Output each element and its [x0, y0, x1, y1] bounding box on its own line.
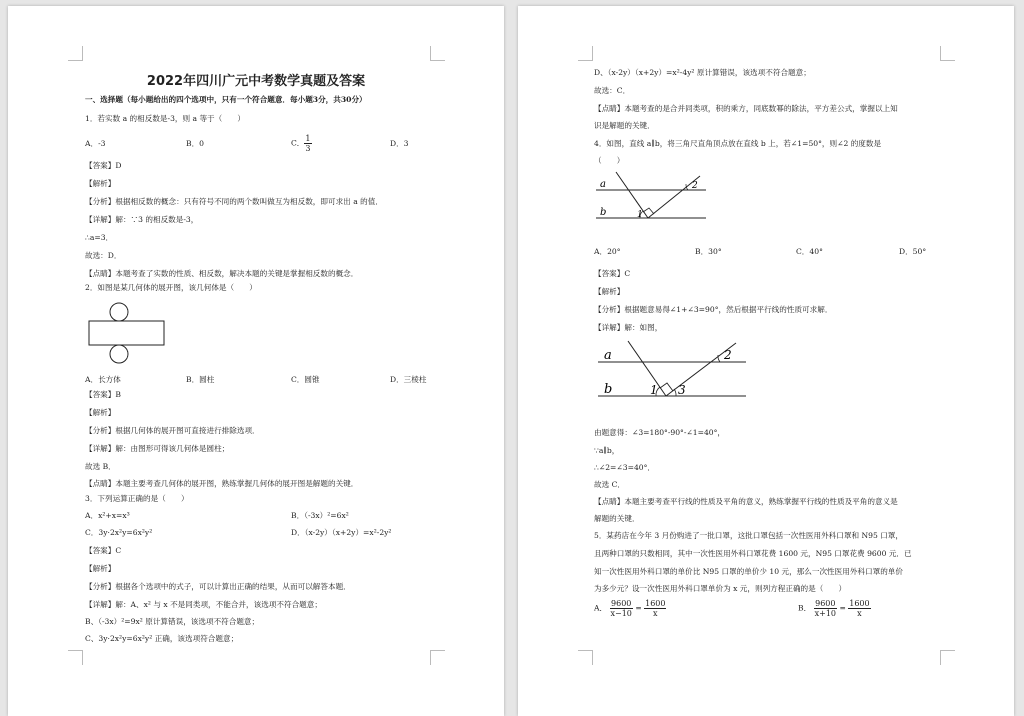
solution-line: 【点睛】本题考查了实数的性质、相反数，解决本题的关键是掌握相反数的概念． [85, 269, 359, 278]
solution-line: 故选 C． [594, 480, 626, 489]
option-b: B．圆柱 [186, 375, 215, 384]
document-page-left [8, 6, 504, 716]
option-c: C． $\frac{1}{3}$ [291, 134, 311, 153]
question-3-stem: 3．下列运算正确的是（ ） [85, 494, 189, 503]
option-c: C．3y·2x²y=6x²y² [85, 528, 153, 537]
solution-line: 【分析】根据各个选项中的式子，可以计算出正确的结果，从而可以解答本题． [85, 582, 351, 591]
solution-line: ∵a∥b， [594, 446, 620, 455]
solution-line: 故选：D． [85, 251, 122, 260]
section-heading: 一、选择题（每小题给出的四个选项中，只有一个符合题意．每小题3分，共30分） [85, 95, 367, 104]
option-b: B．30° [695, 247, 722, 256]
solution-line: 识是解题的关键． [594, 121, 655, 130]
solution-line: 【答案】C [594, 269, 631, 278]
solution-line: 【分析】根据相反数的概念：只有符号不同的两个数叫做互为相反数，即可求出 a 的值． [85, 197, 383, 206]
crop-mark [940, 46, 955, 61]
crop-mark [578, 650, 593, 665]
option-a: A．-3 [85, 139, 106, 148]
option-d: D．3 [390, 139, 409, 148]
crop-mark [430, 46, 445, 61]
option-b: B．（-3x）²=6x² [291, 511, 349, 520]
solution-line: B、（-3x）²=9x² 原计算错误，该选项不符合题意； [85, 617, 260, 626]
solution-line: 由题意得：∠3=180°-90°-∠1=40°， [594, 428, 726, 437]
angle-3-label: 3 [678, 383, 686, 397]
solution-line: C、3y·2x²y=6x²y² 正确，该选项符合题意； [85, 634, 239, 643]
solution-line: 【点睛】本题主要考查几何体的展开图，熟练掌握几何体的展开图是解题的关键． [85, 479, 359, 488]
solution-line: 【答案】C [85, 546, 122, 555]
question-2-stem: 2．如图是某几何体的展开图，该几何体是（ ） [85, 283, 257, 292]
option-d: D．50° [899, 247, 927, 256]
document-title: 2022年四川广元中考数学真题及答案 [146, 74, 366, 89]
question-5-stem: 5．某药店在今年 3 月份购进了一批口罩，这批口罩包括一次性医用外科口罩和 N95 口罩， [594, 531, 903, 540]
solution-line: 【分析】根据题意易得∠1+∠3=90°，然后根据平行线的性质可求解． [594, 305, 833, 314]
solution-line: D、（x-2y）（x+2y）=x²-4y² 原计算错误，该选项不符合题意； [594, 68, 811, 77]
solution-line: 【分析】根据几何体的展开图可直接进行排除选项． [85, 426, 260, 435]
angle-1-label: 1 [650, 383, 658, 397]
crop-mark [430, 650, 445, 665]
solution-line: 【解析】 [594, 287, 625, 296]
fraction: $\frac{9600}{x-10}$ [610, 599, 632, 618]
solution-line: 【详解】解：A、x² 与 x 不是同类项，不能合并，该选项不符合题意； [85, 600, 322, 609]
crop-mark [578, 46, 593, 61]
angle-2-label: 2 [724, 348, 732, 362]
solution-line: 故选：C． [594, 86, 631, 95]
option-c: C．圆锥 [291, 375, 320, 384]
crop-mark [940, 650, 955, 665]
option-b: B．0 [186, 139, 205, 148]
option-a: A．x²+x=x³ [85, 511, 130, 520]
solution-line: 【解析】 [85, 564, 116, 573]
solution-line: 【详解】解：如图， [594, 323, 663, 332]
parallel-lines-figure-small [596, 170, 708, 226]
solution-line: 【答案】B [85, 390, 121, 399]
solution-line: 【解析】 [85, 408, 116, 417]
document-page-right [518, 6, 1014, 716]
option-a: A．长方体 [85, 375, 121, 384]
solution-line: ∴a=3． [85, 233, 114, 242]
solution-line: 【答案】D [85, 161, 122, 170]
option-a: A．20° [594, 247, 621, 256]
question-1-stem: 1．若实数 a 的相反数是-3，则 a 等于（ ） [85, 114, 246, 123]
question-5-stem: 知一次性医用外科口罩的单价比 N95 口罩的单价少 10 元，那么一次性医用外科口罩的单价 [594, 567, 903, 576]
question-4-paren: （ ） [594, 156, 625, 165]
fraction: $\frac{1600}{x}$ [645, 599, 666, 618]
option-b: B． $\frac{9600}{x+10}$ = $\frac{1600}{x}$ [798, 599, 870, 618]
cylinder-net-figure [86, 302, 168, 364]
option-c: C．40° [796, 247, 823, 256]
solution-line: 【解析】 [85, 179, 116, 188]
solution-line: 【详解】解：由图形可得该几何体是圆柱； [85, 444, 230, 453]
fraction: $\frac{1}{3}$ [305, 134, 311, 153]
line-a-label: a [600, 179, 606, 190]
option-d: D．（x-2y）（x+2y）=x²-2y² [291, 528, 392, 537]
angle-1-label: 1 [637, 210, 643, 220]
fraction: $\frac{9600}{x+10}$ [814, 599, 837, 618]
question-4-stem: 4．如图，直线 a∥b，将三角尺直角顶点放在直线 b 上，若∠1=50°，则∠2 的度数是 [594, 139, 882, 148]
line-b-label: b [600, 207, 607, 218]
solution-line: 故选 B． [85, 462, 116, 471]
solution-line: ∴∠2=∠3=40°． [594, 463, 655, 472]
option-a: A． $\frac{9600}{x-10}$ = $\frac{1600}{x}$ [594, 599, 666, 618]
solution-line: 解题的关键． [594, 514, 640, 523]
question-5-stem: 且两种口罩的只数相同，其中一次性医用外科口罩花费 1600 元，N95 口罩花费 9600 元．已 [594, 549, 912, 558]
line-a-label: a [604, 348, 612, 363]
parallel-lines-figure-large [598, 339, 748, 401]
question-5-stem: 为多少元？设一次性医用外科口罩单价为 x 元，则列方程正确的是（ ） [594, 584, 847, 593]
angle-2-label: 2 [692, 181, 698, 191]
crop-mark [68, 46, 83, 61]
solution-line: 【详解】解：∵3 的相反数是-3， [85, 215, 199, 224]
line-b-label: b [604, 382, 613, 397]
fraction: $\frac{1600}{x}$ [849, 599, 870, 618]
solution-line: 【点睛】本题主要考查平行线的性质及平角的意义，熟练掌握平行线的性质及平角的意义是 [594, 497, 898, 506]
solution-line: 【点睛】本题考查的是合并同类项，积的乘方，同底数幂的除法，平方差公式，掌握以上知 [594, 104, 898, 113]
option-d: D．三棱柱 [390, 375, 427, 384]
crop-mark [68, 650, 83, 665]
